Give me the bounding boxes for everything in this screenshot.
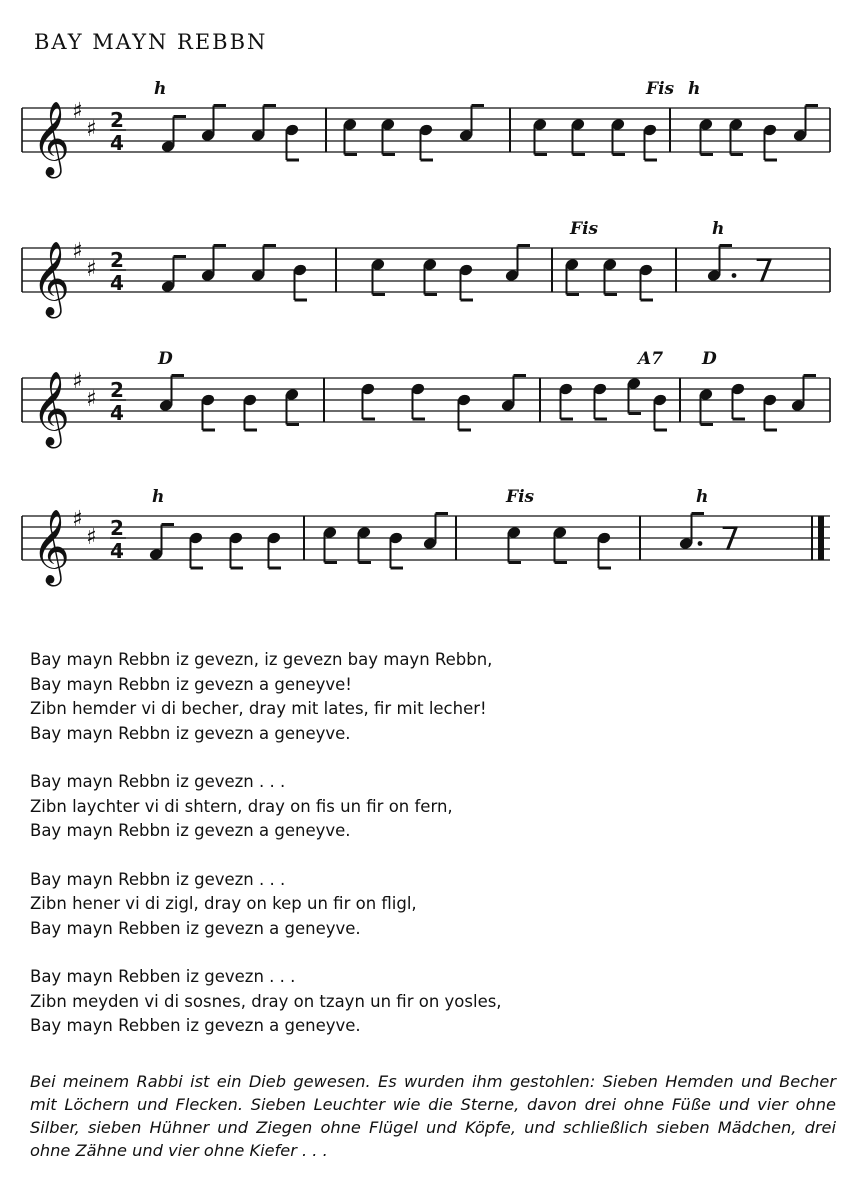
final-barline — [818, 516, 824, 560]
song-title: BAY MAYN REBBN — [34, 30, 268, 54]
staff-system-2 — [22, 219, 830, 319]
augmentation-dot — [732, 273, 737, 278]
sharp-icon: ♯ — [72, 239, 83, 264]
chord-symbol: h — [152, 487, 165, 507]
german-translation: Bei meinem Rabbi ist ein Dieb gewesen. Es wurden ihm gestohlen: Sieben Hemden und Becher mit Löchern und Flecken. Sieben Leuchter wie die Sterne, davon drei ohne Füße und vier ohne Silber, sieben Hühner und Ziegen ohne Flügel und Köpfe, und schließlich sieben Mädchen, drei ohne Zähne und vier ohne Kiefer . . . — [30, 1072, 836, 1160]
treble-clef-icon: 𝄞 — [32, 242, 70, 316]
lyric-line: Zibn laychter vi di shtern, dray on fis un fir on fern, — [30, 796, 453, 816]
eighth-rest-icon: 7 — [754, 252, 775, 290]
lyric-line: Bay mayn Rebben iz gevezn a geneyve. — [30, 918, 361, 938]
chord-symbol: Fis — [506, 487, 535, 507]
time-signature-bottom: 4 — [110, 539, 124, 563]
treble-clef-icon: 𝄞 — [32, 510, 70, 584]
lyric-line: Bay mayn Rebbn iz gevezn, iz gevezn bay mayn Rebbn, — [30, 650, 493, 669]
eighth-rest-icon: 7 — [720, 520, 741, 558]
lyrics — [30, 648, 830, 1063]
time-signature-top: 2 — [110, 516, 124, 540]
time-signature-top: 2 — [110, 378, 124, 402]
sharp-icon: ♯ — [86, 387, 97, 412]
chord-symbol: h — [688, 79, 701, 99]
chord-symbol: Fis — [646, 79, 675, 99]
lyric-line: Bay mayn Rebben iz gevezn a geneyve. — [30, 1016, 361, 1035]
lyric-line: Zibn hemder vi di becher, dray mit lates, fir mit lecher! — [30, 699, 487, 718]
chord-symbol: D — [158, 349, 173, 369]
stanza-1 — [30, 648, 830, 746]
lyric-line: Zibn hener vi di zigl, dray on kep un fir on fligl, — [30, 894, 417, 913]
sharp-icon: ♯ — [72, 369, 83, 394]
chord-symbol: h — [154, 79, 167, 99]
treble-clef-icon: 𝄞 — [32, 102, 70, 176]
chord-symbol: h — [712, 219, 725, 239]
chord-symbol: D — [702, 349, 717, 369]
sharp-icon: ♯ — [86, 117, 97, 142]
time-signature-bottom: 4 — [110, 271, 124, 295]
time-signature-bottom: 4 — [110, 131, 124, 155]
stanza-3 — [30, 868, 830, 942]
lyric-line: Bay mayn Rebben iz gevezn . . . — [30, 967, 296, 986]
sharp-icon: ♯ — [72, 507, 83, 532]
time-signature-top: 2 — [110, 248, 124, 272]
lyric-line: Bay mayn Rebbn iz gevezn a geneyve. — [30, 723, 351, 743]
sharp-icon: ♯ — [86, 525, 97, 550]
sharp-icon: ♯ — [72, 99, 83, 124]
time-signature-bottom: 4 — [110, 401, 124, 425]
lyric-line: Bay mayn Rebbn iz gevezn a geneyve. — [30, 821, 351, 840]
lyric-line: Zibn meyden vi di sosnes, dray on tzayn un fir on yosles, — [30, 991, 502, 1011]
stanza-4 — [30, 965, 830, 1039]
chord-symbol: Fis — [570, 219, 599, 239]
time-signature-top: 2 — [110, 108, 124, 132]
treble-clef-icon: 𝄞 — [32, 372, 70, 446]
sharp-icon: ♯ — [86, 257, 97, 282]
stanza-2 — [30, 770, 830, 844]
lyric-line: Bay mayn Rebbn iz gevezn a geneyve! — [30, 674, 352, 694]
chord-symbol: A7 — [638, 349, 664, 369]
chord-symbol: h — [696, 487, 709, 507]
augmentation-dot — [698, 541, 703, 546]
staff-system-3 — [22, 349, 830, 449]
lyric-line: Bay mayn Rebbn iz gevezn . . . — [30, 772, 286, 791]
staff-system-1 — [22, 79, 830, 179]
staff-system-4 — [22, 487, 830, 587]
lyric-line: Bay mayn Rebbn iz gevezn . . . — [30, 869, 286, 889]
